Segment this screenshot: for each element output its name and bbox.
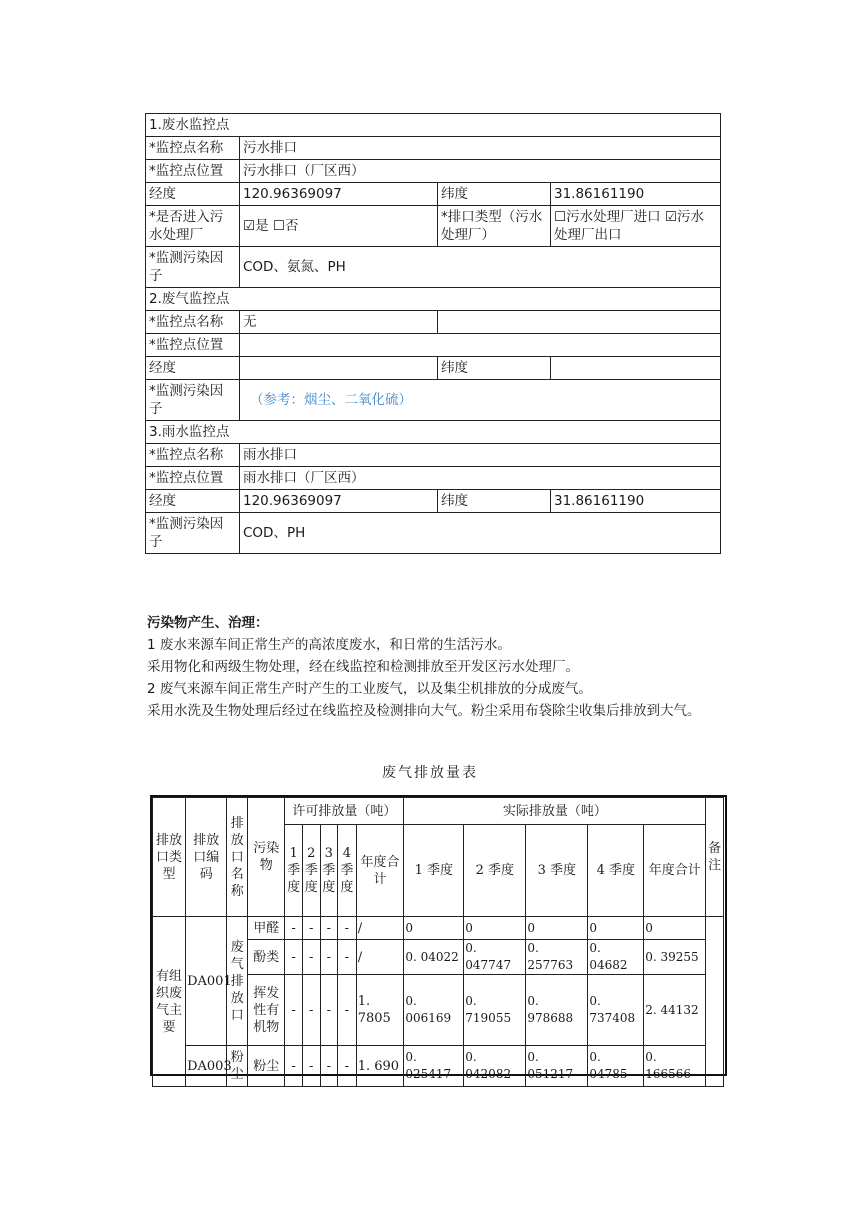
- outlet-code: DA001: [186, 917, 227, 1046]
- pollution-line: 1 废水来源车间正常生产的高浓度废水，和日常的生活污水。: [147, 637, 511, 653]
- header-actual-total: 年度合计: [644, 825, 706, 917]
- header-remark: 备注: [706, 798, 724, 917]
- permit-q3: -: [320, 975, 338, 1046]
- permit-q3: -: [320, 917, 338, 940]
- permit-q1: -: [285, 940, 303, 975]
- label-factors: *监测污染因子: [146, 380, 240, 421]
- permit-q1: -: [285, 1046, 303, 1087]
- permit-q3: -: [320, 940, 338, 975]
- value-enter-plant: ☑是 ☐否: [240, 206, 438, 247]
- pollution-line: 采用物化和两级生物处理，经在线监控和检测排放至开发区污水处理厂。: [147, 659, 579, 675]
- value-longitude: 120.96369097: [240, 490, 438, 513]
- value-outlet-type: ☐污水处理厂进口 ☑污水处理厂出口: [551, 206, 721, 247]
- header-outlet-name: 排放口名称: [227, 798, 248, 917]
- header-outlet-code: 排放口编码: [186, 798, 227, 917]
- label-monitor-name: *监控点名称: [146, 137, 240, 160]
- label-enter-plant: *是否进入污水处理厂: [146, 206, 240, 247]
- actual-q2: 0: [464, 917, 526, 940]
- empty-cell: [438, 311, 721, 334]
- permit-total: /: [356, 917, 404, 940]
- label-monitor-location: *监控点位置: [146, 334, 240, 357]
- actual-q3: 0: [526, 917, 588, 940]
- permit-q3: -: [320, 1046, 338, 1087]
- header-actual-q2: 2 季度: [464, 825, 526, 917]
- label-latitude: 纬度: [438, 490, 551, 513]
- actual-total: 0. 39255: [644, 940, 706, 975]
- actual-total: 0: [644, 917, 706, 940]
- value-latitude: [551, 357, 721, 380]
- actual-q3: 0. 051217: [526, 1046, 588, 1087]
- section-header-exhaust: 2.废气监控点: [146, 288, 721, 311]
- actual-q1: 0. 006169: [404, 975, 464, 1046]
- value-factors: COD、PH: [240, 513, 721, 554]
- value-factors-hint: （参考：烟尘、二氧化硫）: [240, 380, 721, 421]
- permit-total: /: [356, 940, 404, 975]
- value-monitor-name: 无: [240, 311, 438, 334]
- actual-q2: 0. 047747: [464, 940, 526, 975]
- value-monitor-location: 雨水排口（厂区西）: [240, 467, 721, 490]
- label-factors: *监测污染因子: [146, 247, 240, 288]
- label-outlet-type: *排口类型（污水处理厂）: [438, 206, 551, 247]
- actual-q4: 0. 737408: [588, 975, 644, 1046]
- header-permitted: 许可排放量（吨）: [285, 798, 404, 825]
- value-latitude: 31.86161190: [551, 490, 721, 513]
- pollutant: 挥发性有机物: [248, 975, 285, 1046]
- actual-q4: 0. 04682: [588, 940, 644, 975]
- actual-q3: 0. 978688: [526, 975, 588, 1046]
- actual-q1: 0: [404, 917, 464, 940]
- permit-q4: -: [338, 1046, 357, 1087]
- pollutant: 甲醛: [248, 917, 285, 940]
- actual-q3: 0. 257763: [526, 940, 588, 975]
- header-pollutant: 污染物: [248, 798, 285, 917]
- value-monitor-location: [240, 334, 721, 357]
- label-latitude: 纬度: [438, 183, 551, 206]
- pollution-section: [147, 612, 747, 722]
- actual-q2: 0. 042082: [464, 1046, 526, 1087]
- remark-cell: [706, 917, 724, 1087]
- outlet-name: 废气排放口: [227, 917, 248, 1046]
- header-permit-total: 年度合计: [356, 825, 404, 917]
- label-monitor-location: *监控点位置: [146, 160, 240, 183]
- outlet-name: 粉尘: [227, 1046, 248, 1087]
- header-permit-q4: 4季度: [338, 825, 357, 917]
- actual-total: 2. 44132: [644, 975, 706, 1046]
- emission-table-title: 废气排放量表: [382, 765, 478, 781]
- monitoring-points-table: [145, 113, 721, 554]
- actual-q4: 0. 04785: [588, 1046, 644, 1087]
- permit-q2: -: [302, 1046, 320, 1087]
- pollution-heading: 污染物产生、治理：: [147, 615, 269, 631]
- permit-q4: -: [338, 975, 357, 1046]
- label-monitor-name: *监控点名称: [146, 311, 240, 334]
- value-factors: COD、氨氮、PH: [240, 247, 721, 288]
- permit-q4: -: [338, 940, 357, 975]
- value-monitor-name: 雨水排口: [240, 444, 721, 467]
- header-actual-q3: 3 季度: [526, 825, 588, 917]
- actual-q1: 0. 04022: [404, 940, 464, 975]
- actual-q2: 0. 719055: [464, 975, 526, 1046]
- label-latitude: 纬度: [438, 357, 551, 380]
- permit-total: 1. 690: [356, 1046, 404, 1087]
- permit-q2: -: [302, 975, 320, 1046]
- permit-q2: -: [302, 917, 320, 940]
- section-header-wastewater: 1.废水监控点: [146, 114, 721, 137]
- permit-q4: -: [338, 917, 357, 940]
- label-longitude: 经度: [146, 490, 240, 513]
- header-permit-q3: 3季度: [320, 825, 338, 917]
- permit-q2: -: [302, 940, 320, 975]
- value-latitude: 31.86161190: [551, 183, 721, 206]
- permit-q1: -: [285, 975, 303, 1046]
- header-permit-q1: 1季度: [285, 825, 303, 917]
- pollutant: 粉尘: [248, 1046, 285, 1087]
- label-monitor-name: *监控点名称: [146, 444, 240, 467]
- label-monitor-location: *监控点位置: [146, 467, 240, 490]
- value-longitude: [240, 357, 438, 380]
- table-row: [153, 1046, 724, 1087]
- actual-total: 0. 166566: [644, 1046, 706, 1087]
- table-row: [153, 917, 724, 940]
- permit-q1: -: [285, 917, 303, 940]
- pollutant: 酚类: [248, 940, 285, 975]
- label-longitude: 经度: [146, 183, 240, 206]
- header-actual-q1: 1 季度: [404, 825, 464, 917]
- outlet-type-value: 有组织废气主要: [153, 917, 186, 1087]
- label-longitude: 经度: [146, 357, 240, 380]
- header-actual: 实际排放量（吨）: [404, 798, 706, 825]
- header-outlet-type: 排放口类型: [153, 798, 186, 917]
- value-monitor-location: 污水排口（厂区西）: [240, 160, 721, 183]
- permit-total: 1. 7805: [356, 975, 404, 1046]
- value-monitor-name: 污水排口: [240, 137, 721, 160]
- value-longitude: 120.96369097: [240, 183, 438, 206]
- actual-q1: 0. 025417: [404, 1046, 464, 1087]
- pollution-line: 2 废气来源车间正常生产时产生的工业废气，以及集尘机排放的分成废气。: [147, 681, 592, 697]
- outlet-code: DA003: [186, 1046, 227, 1087]
- pollution-line: 采用水洗及生物处理后经过在线监控及检测排向大气。粉尘采用布袋除尘收集后排放到大气。: [147, 703, 701, 719]
- label-factors: *监测污染因子: [146, 513, 240, 554]
- header-permit-q2: 2季度: [302, 825, 320, 917]
- emission-table: [152, 797, 724, 1087]
- actual-q4: 0: [588, 917, 644, 940]
- header-actual-q4: 4 季度: [588, 825, 644, 917]
- section-header-rainwater: 3.雨水监控点: [146, 421, 721, 444]
